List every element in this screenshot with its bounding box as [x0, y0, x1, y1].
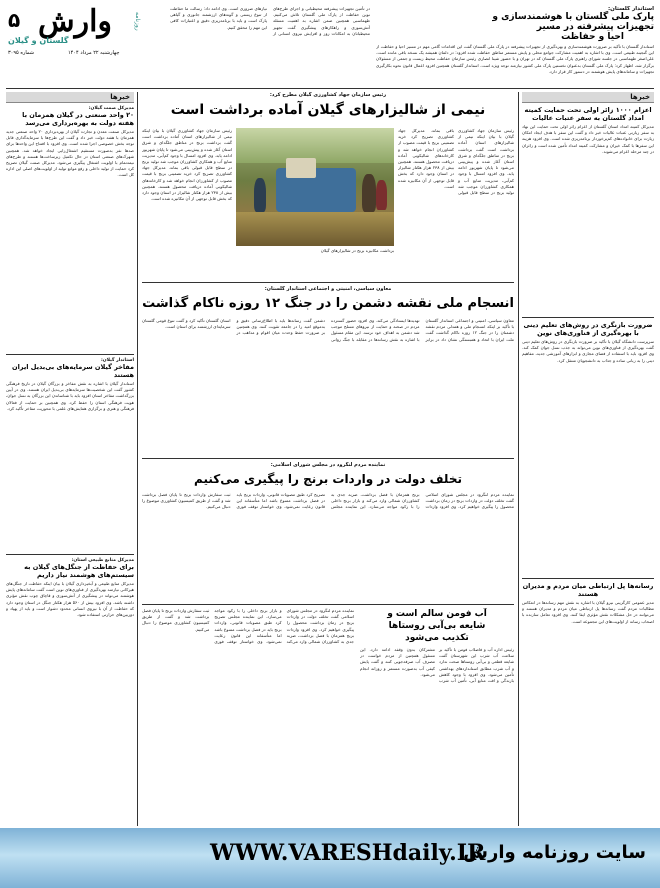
- left-news-kicker: مدیرکل منابع طبیعی استان:: [71, 558, 134, 563]
- left-news-headline: مفاخر گیلان سرمایه‌های بی‌بدیل ایران هستند: [12, 363, 134, 379]
- rice-story-kicker: نماینده مردم لنگرود در مجلس شورای اسلامی:: [270, 462, 386, 468]
- logo: وارش: [38, 4, 112, 39]
- left-news-body: استاندار گیلان با اشاره به نقش مفاخر و بزرگان گیلان در تاریخ فرهنگی کشور گفت این شخصیت‌ها سرمایه‌های بی‌بدیل ایران هستند. وی در آیین بزرگداشت مفاخر استان افزود باید با شناساندن این بزرگان به نسل جوان، هویت فرهنگی استان را حفظ کرد. وی همچنین بر حمایت از فعالان فرهنگی و هنری و برگزاری همایش‌های علمی با محوریت مفاخر تأکید کرد.: [6, 381, 134, 411]
- left-news-item-1: [6, 106, 134, 351]
- health-story-body-left: نماینده مردم لنگرود در مجلس شورای اسلامی گفت تخلف دولت در واردات برنج در زمان برداشت محصول را پیگیری خواهیم کرد. وی افزود واردات برنج همزمان با فصل برداشت، ضربه جدی به کشاورزان شمالی وارد می‌کند و بازار برنج داخلی را با رکود مواجه می‌سازد. این نماینده مجلس تصریح کرد طبق مصوبات قانونی، واردات برنج باید در فصل برداشت ممنوع باشد اما متأسفانه این قانون رعایت نمی‌شود. وی خواستار توقف فوری ثبت سفارش واردات برنج تا پایان فصل برداشت شد و گفت از طریق کمیسیون کشاورزی موضوع را دنبال می‌کنیم.: [142, 608, 354, 645]
- footer-site-label: سایت روزنامه وارش: [463, 842, 646, 863]
- security-story: [142, 286, 514, 456]
- security-story-headline: انسجام ملی نقشه دشمن را در جنگ ۱۲ روزه ناکام گذاشت: [142, 296, 514, 311]
- health-story-headline-3: تکذیب می‌شود: [405, 633, 469, 643]
- main-story-headline: نیمی از شالیزارهای گیلان آماده برداشت است: [170, 102, 486, 118]
- security-story-body: معاون سیاسی، امنیتی و اجتماعی استاندار گلستان با تأکید بر اینکه انسجام ملی و همدلی مردم نقشه دشمنان را در جنگ ۱۲ روزه ناکام گذاشت گفت ملت ایران با اتحاد و همبستگی نشان داد در برابر تهدیدها ایستادگی می‌کند. وی افزود حضور گسترده مردم در صحنه و حمایت از نیروهای مسلح موجب شد دشمن به اهداف خود نرسد. این مقام مسئول با اشاره به نقش رسانه‌ها در مقابله با جنگ روانی دشمن گفت رسانه‌ها باید با اطلاع‌رسانی دقیق و به‌موقع امید را در جامعه تقویت کنند. وی همچنین بر ضرورت حفظ وحدت میان اقوام و مذاهب در استان گلستان تأکید کرد و گفت تنوع قومی گلستان سرمایه‌ای ارزشمند برای استان است.: [142, 318, 514, 342]
- divider: [518, 92, 519, 826]
- rice-story-body: نماینده مردم لنگرود در مجلس شورای اسلامی گفت تخلف دولت در واردات برنج در زمان برداشت محصول را پیگیری خواهیم کرد. وی افزود واردات برنج همزمان با فصل برداشت، ضربه جدی به کشاورزان شمالی وارد می‌کند و بازار برنج داخلی را با رکود مواجه می‌سازد. این نماینده مجلس تصریح کرد طبق مصوبات قانونی، واردات برنج باید در فصل برداشت ممنوع باشد اما متأسفانه این قانون رعایت نمی‌شود. وی خواستار توقف فوری ثبت سفارش واردات برنج تا پایان فصل برداشت شد و گفت از طریق کمیسیون کشاورزی موضوع را دنبال می‌کنیم.: [142, 492, 514, 510]
- issue-line: شماره ۳۰۹۵: [8, 50, 34, 56]
- top-story-headline-3: احیا و حفاظت: [561, 32, 624, 42]
- top-story-body: استاندار گلستان با تأکید بر ضرورت هوشمندسازی و بهره‌گیری از تجهیزات پیشرفته در پارک ملی گلستان گفت این اقدامات گامی مهم در مسیر احیا و حفاظت از این گنجینه طبیعی است. وی با اشاره به اهمیت مشارکت جوامع محلی و پایش مستمر مناطق حفاظت شده افزود: در دلمان همیشه یک نسخه باقی مانده است. علی‌اصغر طهماسبی در جلسه شورای راهبری پارک ملی گلستان که در تهران و با حضور شینا انصاری رئیس سازمان حفاظت محیط زیست و جمعی از مسئولان برگزار شد، اظهار کرد: پارک ملی گلستان به‌عنوان نخستین پارک ملی کشور نیازمند توجه ویژه است. استاندار گلستان همچنین افزود اعمال قانون نحوه بکارگیری تجهیزات و سامانه‌های پایش هوشمند در دستور کار قرار دارد.: [376, 44, 654, 74]
- section-label: گلستان و گیلان: [8, 36, 69, 45]
- date-line: چهارشنبه ۲۲ مرداد ۱۴۰۴: [68, 50, 120, 56]
- health-story-headline-2: شایعه بی‌آبی روستاها: [388, 621, 486, 631]
- fuman-water-story: [360, 608, 514, 826]
- left-news-kicker: استاندار گیلان:: [101, 358, 134, 363]
- right-news-headline: رسانه‌ها پل ارتباطی میان مردم و مدیران هستند: [522, 582, 654, 598]
- right-news-body: مدیر عمومی کارگزینی نیرو گیلان با اشاره به نقش مهم رسانه‌ها در انعکاس مطالبات مردم گفت رسانه‌ها پل ارتباطی میان مردم و مدیران هستند و می‌توانند در حل مشکلات نقش مؤثری ایفا کنند. وی افزود تعامل سازنده با اصحاب رسانه از اولویت‌های این مجموعه است.: [522, 600, 654, 624]
- masthead: [6, 6, 164, 62]
- divider: [142, 458, 514, 459]
- top-story-headline-2: تجهیزات پیشرفته در مسیر: [536, 22, 654, 32]
- footer-url[interactable]: WWW.VARESHdaily.IR: [210, 840, 486, 866]
- main-story-body: رئیس سازمان جهاد کشاورزی گیلان با بیان اینکه نیمی از شالیزارهای استان آماده برداشت است گفت برداشت برنج در مناطق جلگه‌ای و شرق استان آغاز شده و پیش‌بینی می‌شود تا پایان شهریور ادامه یابد. وی افزود امسال با وجود کم‌آبی، مدیریت منابع آب و همکاری کشاورزان موجب شد تولید برنج در سطح قابل قبولی باقی بماند. مدیرکل جهاد کشاورزی تصریح کرد خرید تضمینی برنج با قیمت مصوب از کشاورزان انجام خواهد شد و کارخانه‌های شالیکوبی آماده دریافت محصول هستند. همچنین بیش از ۲۳۸ هزار هکتار شالیزار در استان وجود دارد که بخش قابل توجهی از آن مکانیزه شده است.: [398, 128, 514, 196]
- divider: [137, 92, 138, 826]
- right-news-column: [522, 92, 654, 826]
- health-story-body: رئیس اداره آب و فاضلاب فومن با تأکید بر سلامت آب شرب این شهرستان گفت شایعه قطعی و بی‌آبی روستاها صحت ندارد و آب شرب مطابق استانداردهای بهداشتی تأمین می‌شود. وی افزود با وجود کاهش بارندگی و افت منابع آبی، تأمین آب شرب مشترکان بدون وقفه ادامه دارد. این مسئول همچنین از مردم خواست در مصرف آب صرفه‌جویی کنند و گفت پایش کیفی آب به‌صورت مستمر و روزانه انجام می‌شود.: [360, 647, 514, 684]
- health-story-headline-1: آب فومن سالم است و: [387, 609, 487, 619]
- left-section-title: خبرها: [6, 92, 134, 103]
- rice-story-headline: تخلف دولت در واردات برنج را پیگیری می‌کنیم: [194, 472, 462, 486]
- divider: [6, 354, 134, 355]
- top-story-kicker: استاندار گلستان:: [607, 6, 654, 12]
- left-news-item-2: [6, 358, 134, 551]
- rice-harvest-photo: [236, 128, 394, 246]
- footer-banner: [0, 828, 660, 888]
- left-news-body: مدیرکل منابع طبیعی و آبخیزداری گیلان با بیان اینکه حفاظت از جنگل‌های هیرکانی نیازمند بهره‌گیری از فناوری‌های نوین است گفت سامانه‌های پایش هوشمند می‌تواند در پیشگیری از آتش‌سوزی و قاچاق چوب نقش مؤثری داشته باشد. وی افزود بیش از ۵۶۰ هزار هکتار جنگل در استان وجود دارد که حفاظت از آن با نیروی انسانی محدود دشوار است و باید از پهپاد و دوربین‌های حرارتی استفاده شود.: [6, 581, 134, 618]
- left-news-headline: برای حفاظت از جنگل‌های گیلان به سیستم‌های هوشمند نیاز داریم: [24, 563, 134, 579]
- top-story: [376, 6, 654, 86]
- left-news-column: [6, 92, 134, 826]
- right-news-item-2: [522, 321, 654, 575]
- divider: [142, 604, 514, 605]
- right-news-item-3: [522, 582, 654, 790]
- divider: [142, 282, 514, 283]
- right-news-item-1: [522, 106, 654, 314]
- right-section-title: خبرها: [522, 92, 654, 103]
- divider: [6, 88, 654, 89]
- divider: [6, 554, 134, 555]
- top-story-headline-1: پارک ملی گلستان با هوشمندسازی و: [492, 12, 654, 22]
- page-number: ۵: [8, 8, 21, 32]
- divider: [522, 317, 654, 318]
- security-story-kicker: معاون سیاسی، امنیتی و اجتماعی استاندار گلستان:: [264, 286, 392, 292]
- rice-import-story: [142, 462, 514, 602]
- right-news-headline: ضرورت بازنگری در روش‌های تعلیم دینی با بهره‌گیری از فناوری‌های نوین: [523, 321, 653, 337]
- main-story-kicker: رئیس سازمان جهاد کشاورزی گیلان مطرح کرد:: [269, 92, 387, 98]
- top-middle-text: در تأمین تجهیزات پیشرفته محیطبانی و اجرای طرح‌های نوین حفاظت از پارک ملی گلستان تلاش می‌کنیم. طهماسبی همچنین ضمن اشاره به اهمیت مسئله آتش‌سوزی و راهکارهای پیشگیری گفت تجهیز محیطبانان به امکانات روز و افزایش نیروی انسانی از نیازهای ضروری است. وی ادامه داد: رسالت ما حفاظت از تنوع زیستی و گونه‌های ارزشمند جانوری و گیاهی پارک است و باید با برنامه‌ریزی دقیق و اعتبارات کافی این مهم را محقق کنیم.: [170, 6, 370, 36]
- left-news-body: مدیرکل صنعت معدن و تجارت گیلان از بهره‌برداری ۲۰ واحد صنعتی جدید همزمان با هفته دولت خبر داد و گفت این طرح‌ها با سرمایه‌گذاری قابل توجه بخش خصوصی اجرا شده است. وی افزود با افتتاح این واحدها برای صدها نفر به‌صورت مستقیم اشتغال‌زایی ایجاد خواهد شد. همچنین شهرک‌های صنعتی استان در حال تکمیل زیرساخت‌ها هستند و طرح‌های نیمه‌تمام با اولویت اشتغال پیگیری می‌شود. مدیرکل صمت گیلان تصریح کرد حمایت از تولید داخلی و رفع موانع تولید از اولویت‌های اصلی این اداره کل است.: [6, 129, 134, 178]
- right-news-body: سرپرست دانشگاه گیلان با تأکید بر ضرورت بازنگری در روش‌های تعلیم دینی گفت بهره‌گیری از فناوری‌های نوین می‌تواند به جذب نسل جوان کمک کند. وی افزود باید با استفاده از فضای مجازی و ابزارهای آموزشی جدید، مفاهیم دینی را به زبانی ساده و جذاب به دانشجویان منتقل کرد.: [522, 339, 654, 363]
- right-news-body: مدیرکل کمیته امداد استان گلستان از اعزام زائر اولی تحت حمایت این نهاد به سفر زیارتی عتبات عالیات خبر داد و گفت این سفر با هدف ایجاد امکان زیارت برای خانواده‌های کم‌برخوردار برنامه‌ریزی شده است. وی افزود هزینه این سفرها با کمک خیران و مشارکت کمیته امداد تأمین شده است و زائران در چند مرحله اعزام می‌شوند.: [522, 124, 654, 154]
- right-news-headline: اعزام ۱۰۰۰ زائر اولی تحت حمایت کمیته امداد گلستان به سفر عتبات عالیات: [524, 106, 652, 122]
- logo-sub: روزنامه: [134, 12, 141, 31]
- left-news-kicker: مدیرکل صمت گیلان:: [88, 106, 134, 111]
- main-story-caption: برداشت مکانیزه برنج در شالیزارهای گیلان: [320, 248, 394, 253]
- left-news-item-3: [6, 558, 134, 771]
- main-story-body-left: رئیس سازمان جهاد کشاورزی گیلان با بیان اینکه نیمی از شالیزارهای استان آماده برداشت است گفت برداشت برنج در مناطق جلگه‌ای و شرق استان آغاز شده و پیش‌بینی می‌شود تا پایان شهریور ادامه یابد. وی افزود امسال با وجود کم‌آبی، مدیریت منابع آب و همکاری کشاورزان موجب شد تولید برنج در سطح قابل قبولی باقی بماند. مدیرکل جهاد کشاورزی تصریح کرد خرید تضمینی برنج با قیمت مصوب از کشاورزان انجام خواهد شد و کارخانه‌های شالیکوبی آماده دریافت محصول هستند. همچنین بیش از ۲۳۸ هزار هکتار شالیزار در استان وجود دارد که بخش قابل توجهی از آن مکانیزه شده است.: [142, 128, 232, 202]
- divider: [522, 578, 654, 579]
- left-news-headline: ۲۰ واحد صنعتی در گیلان همزمان با هفته دولت به بهره‌برداری می‌رسد: [22, 111, 134, 127]
